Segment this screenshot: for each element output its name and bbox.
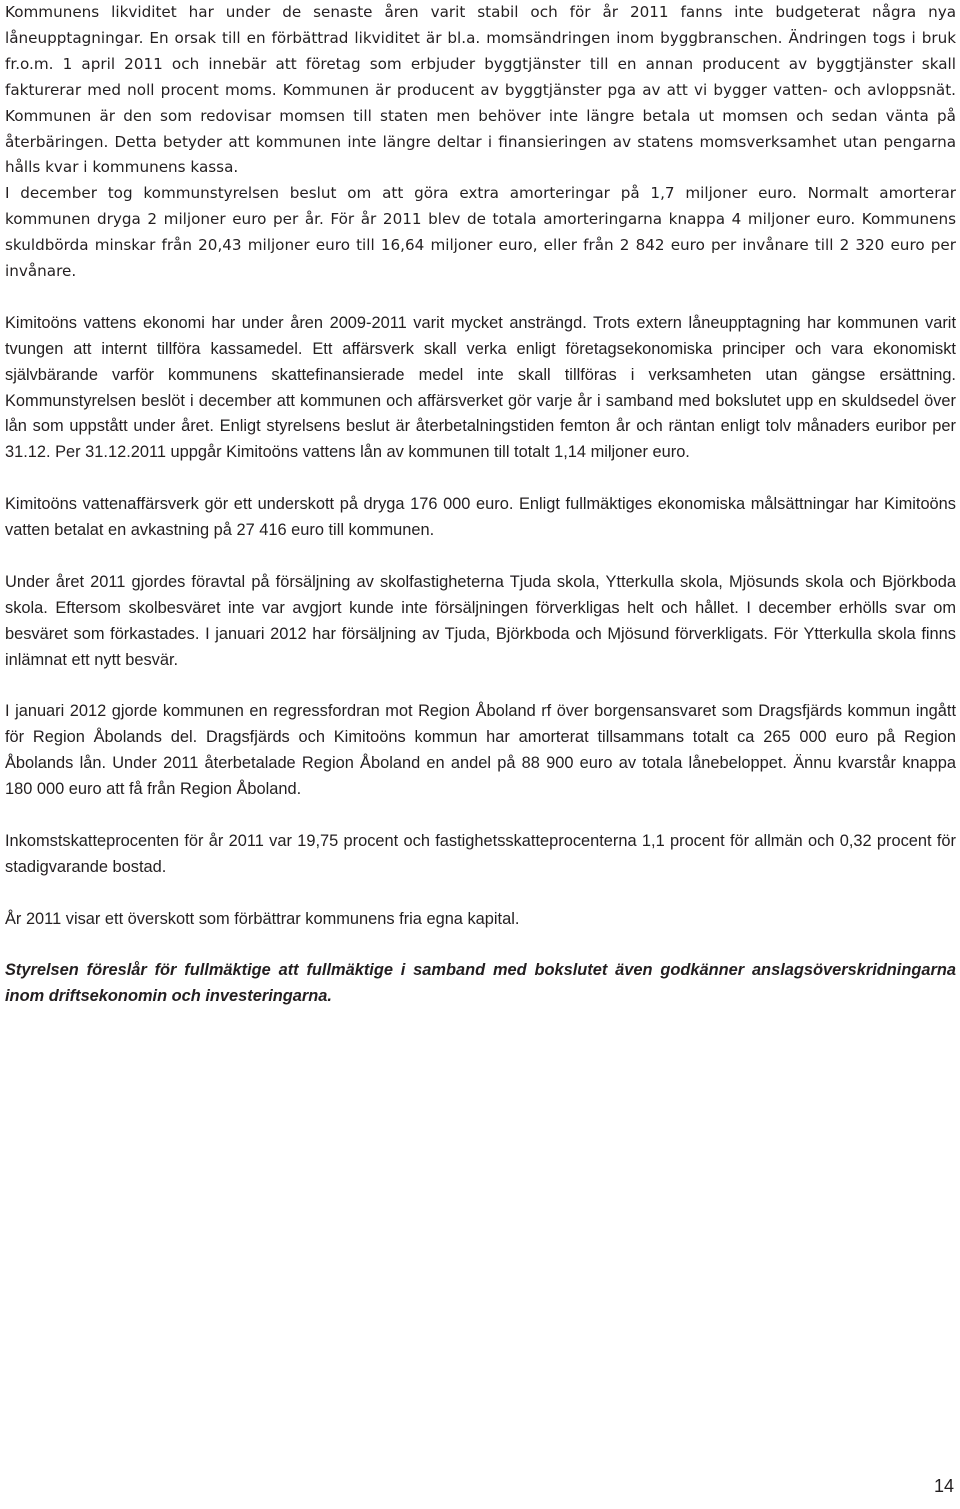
paragraph-water-deficit: Kimitoöns vattenaffärsverk gör ett underskott på dryga 176 000 euro. Enligt fullmäktiges ekonomiska målsättningar har Kimitoöns vatten betalat en avkastning på 27 416 euro till kommunen. [5,495,956,540]
document-page [5,0,956,1010]
page-number: 14 [933,1476,954,1496]
paragraph-water-economy: Kimitoöns vattens ekonomi har under åren 2009-2011 varit mycket ansträngd. Trots extern låneupptagning har kommunen varit tvungen att internt tillföra kassamedel. Ett affärsverk skall verka enligt företagsekonomiska principer och vara ekonomiskt självbärande varför kommunens skattefinansierade medel inte skall tillföras i verksamheten utan gängse ersättning. Kommunstyrelsen beslöt i december att kommunen och affärsverket gör varje år i samband med bokslutet upp en skuldsedel över lån som uppstått under året. Enligt styrelsens beslut är återbetalningstiden femton år och räntan enligt tolv månaders euribor per 31.12. Per 31.12.2011 uppgår Kimitoöns vattens lån av kommunen till totalt 1,14 miljoner euro. [5,313,956,462]
paragraph-region-aboland: I januari 2012 gjorde kommunen en regressfordran mot Region Åboland rf över borgensansvaret som Dragsfjärds kommun ingått för Region Åbolands del. Dragsfjärds och Kimitoöns kommun har amorterat tillsammans totalt ca 265 000 euro på Region Åbolands lån. Under 2011 återbetalade Region Åboland en andel på 88 900 euro av totala lånebeloppet. Ännu kvarstår knappa 180 000 euro att få från Region Åboland. [5,702,956,799]
paragraph-surplus: År 2011 visar ett överskott som förbättrar kommunens fria egna kapital. [5,909,520,928]
paragraph-board-proposal: Styrelsen föreslår för fullmäktige att fullmäktige i samband med bokslutet även godkänner anslagsöverskridningarna inom driftsekonomin och investeringarna. [5,961,956,1006]
paragraph-liquidity: Kommunens likviditet har under de senaste åren varit stabil och för år 2011 fanns inte budgeterat några nya låneupptagningar. En orsak till en förbättrad likviditet är bl.a. momsändringen inom byggbranschen. Ändringen togs i bruk fr.o.m. 1 april 2011 och innebär att företag som erbjuder byggtjänster till en annan producent av byggtjänster skall fakturerar med noll procent moms. Kommunen är producent av byggtjänster pga av att vi bygger vatten- och avloppsnät. Kommunen är den som redovisar momsen till staten men behöver inte längre betala ut momsen och sedan vänta på återbäringen. Detta betyder att kommunen inte längre deltar i finansieringen av statens momsverksamhet utan pengarna hålls kvar i kommunens kassa. [5,3,956,177]
paragraph-tax-rates: Inkomstskatteprocenten för år 2011 var 19,75 procent och fastighetsskatteprocenterna 1,1 procent för allmän och 0,32 procent för stadigvarande bostad. [5,831,956,876]
paragraph-amortization: I december tog kommunstyrelsen beslut om att göra extra amorteringar på 1,7 miljoner euro. Normalt amorterar kommunen dryga 2 miljoner euro per år. För år 2011 blev de totala amorteringarna knappa 4 miljoner euro. Kommunens skuldbörda minskar från 20,43 miljoner euro till 16,64 miljoner euro, eller från 2 842 euro per invånare till 2 320 euro per invånare. [5,184,956,281]
paragraph-school-sales: Under året 2011 gjordes föravtal på försäljning av skolfastigheterna Tjuda skola, Ytterkulla skola, Mjösunds skola och Björkboda skola. Eftersom skolbesväret inte var avgjort kunde inte försäljningen förverkligas helt och hållet. I december erhölls svar om besväret som förkastades. I januari 2012 har försäljning av Tjuda, Björkboda och Mjösund förverkligats. För Ytterkulla skola finns inlämnat ett nytt besvär. [5,572,956,669]
